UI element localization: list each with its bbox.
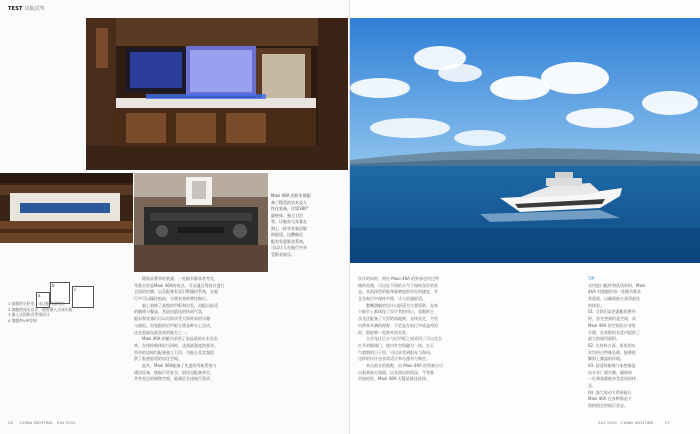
text-line: 行中可以操控航向，方便有效的掌控航行。 [134, 296, 210, 302]
text-line: 01. 当我们谈论游艇的奢华 [588, 309, 636, 315]
text-line: 革，在保持船体轻巧同时，达到高强度的要求。 [134, 342, 218, 348]
text-line: Maxi 46A 的空间设计非常 [588, 322, 636, 328]
text-line: 驾驶台更是Maxi 46A的亮点。可以通过驾驶台进行 [134, 282, 225, 288]
caption-line: 可以让人在航行中享 [271, 245, 307, 250]
text-line: Maxi 46A 在各种海况下 [588, 396, 632, 402]
text-line: 个细节上都体现了设计者的用心。宽敞的主 [358, 309, 434, 315]
issue-date: JULY 2010 [56, 420, 76, 425]
caption-line: 配有先进影音系统， [271, 238, 307, 244]
legend-item: 4 客舱的VIP房间 [8, 317, 37, 323]
article-body-left [134, 276, 346, 383]
text-line: 的躺椅与餐桌，营造出最佳的休闲气氛， [134, 309, 206, 315]
text-line: 合理，在有限的长度内提供了 [588, 329, 640, 335]
legend-item: 1 前舱的主卧室，床边配有储物柜 [8, 301, 65, 306]
yacht-photo [350, 18, 700, 263]
page-number: 26 [8, 420, 13, 425]
text-line: 时，都能够一览窗外的美景。 [358, 329, 410, 335]
text-line: 殊的处理，可以在不同的天气下保持良好的状 [358, 282, 438, 288]
magazine-name: CHINA YACHTING [620, 420, 654, 425]
caption-line: 海上一样享有家居般 [271, 225, 307, 231]
text-line: 态。其流线型的船身能够提供更好的速度，并 [358, 289, 438, 295]
text-line: 这样的设计也非常适合举办派对与聚会。 [358, 356, 430, 362]
text-line: 此外，Maxi 46A配备了先进的导航系统与 [142, 362, 217, 368]
text-line: 03. 舒适的座椅与床垫都是 [588, 362, 636, 368]
legend-item: 2 客舱的床头设计，使用嵌入式床头板 [8, 306, 73, 312]
cabin-photo [0, 173, 133, 243]
text-line: 一位乘客都能享受优质的休 [588, 376, 636, 382]
caption-line: 旋转床、独立卫浴 [271, 212, 303, 218]
photo-caption [271, 193, 347, 258]
right-page [350, 0, 700, 434]
text-line: 御海上潮湿的环境。 [588, 356, 624, 362]
caption-line: 等，让船东与宾客在 [271, 219, 307, 224]
text-line: 整艘游艇的设计以舒适为主要原则，在每 [366, 302, 438, 308]
tips-sidebar [588, 276, 696, 410]
plan-label: b [52, 283, 55, 288]
text-line: 采用进口配件和优质材料，Maxi [588, 282, 646, 288]
right-footer [598, 420, 670, 425]
text-line: 这也是船东最喜欢的地方之一。 [134, 329, 190, 335]
text-line: 船上装修了高级的甲板和沙发，再配以舒适 [142, 302, 218, 308]
caption-line: 性化装备，比如180° [271, 206, 309, 211]
subsection-name: 试航试驾 [24, 6, 45, 12]
text-line: 来自前方的视野，由 Maxi 46A 的驾驶台可 [366, 362, 444, 368]
text-line: 内带来开阔的视野，不论是在航行中或是停泊 [358, 322, 438, 328]
caption-line: Maxi 46A 的卧室都配 [271, 193, 311, 198]
text-line: 息。 [588, 383, 596, 388]
page-number: 27 [664, 420, 670, 425]
text-line: 所有的房间均配备独立卫浴，为船主及宾客提 [134, 349, 214, 355]
caption-line: 的舒适。这艘船还 [271, 232, 303, 237]
text-line: 沙龙区配备了大型的落地窗，光线充足，为室 [358, 316, 438, 322]
photo-legend [8, 301, 128, 323]
text-line: 以看到前方海面，以及周边的情况，令驾驶 [358, 369, 434, 375]
section-name: TEST [8, 6, 23, 12]
text-line: 时，首先想到的是空间，而 [588, 316, 636, 322]
text-line: 并有充足的储物空间，能满足长途航行需求。 [134, 376, 214, 382]
magazine-name: CHINA YACHTING [20, 420, 53, 425]
left-footer [8, 420, 76, 425]
caption-line: 受影音娱乐。 [271, 251, 295, 257]
issue-date: JULY 2010 [598, 420, 617, 425]
text-line: 设计的同时，两台 Maxi 46A 的外部也经过特 [358, 276, 440, 281]
legend-item: 3 嵌入式的影音系统设计 [8, 312, 50, 317]
article-body-right [358, 276, 580, 383]
text-line: 与放松。而宽敞的后甲板方便各种水上活动， [134, 322, 214, 328]
section-header [8, 5, 45, 12]
text-line: 常重视，以确保船主获得最佳 [588, 296, 640, 302]
text-line: 气晴朗的日子里，可以享受到阳光与海风， [358, 349, 434, 355]
text-line: 打开的玻璃门，使内外空间融为一体，在天 [358, 342, 434, 348]
text-line: 全面的控制，以及配备有双引擎操控系统，在船 [134, 289, 218, 295]
text-line: 供了私密舒适的居住空间。 [134, 356, 182, 362]
text-line: Maxi 46A 的舱内采用了高品质的实木及皮 [142, 336, 218, 342]
text-line: TIP: [588, 276, 596, 281]
text-line: 由专业厂商定制，确保每 [588, 369, 632, 375]
text-line: 保持稳定的航行状态。 [588, 403, 628, 409]
text-line: 精致而奢华的装潢，一处细节都非常考究， [142, 276, 218, 281]
text-line: 更加轻松，Maxi 46A 无疑是最佳选择。 [358, 376, 430, 382]
av-system-photo [134, 173, 268, 272]
plan-label: c [74, 287, 77, 292]
text-line: 且在航行中保持平稳，让人倍感舒适。 [358, 296, 426, 302]
text-line: 04. 强大的动力系统能让 [588, 389, 632, 395]
text-line: 通讯设备，使航行更安全。厨房也配备齐全， [134, 369, 214, 375]
text-line: 02. 在材料方面，所用的实 [588, 342, 636, 348]
text-line: 船东和宾客们可以尽情享受大海带来的乐趣 [134, 316, 210, 322]
galley-photo [86, 18, 348, 170]
text-line: 46A 对游艇的每一处细节都非 [588, 289, 642, 295]
text-line: 最大的使用面积。 [588, 336, 620, 342]
text-line: 的体验。 [588, 302, 604, 308]
caption-line: 备了精美的实木及人 [271, 199, 307, 205]
text-line: 木均经过特殊处理，能够抵 [588, 349, 636, 355]
text-line: 主沙龙区后方与后甲板之间采用了可以完全 [366, 336, 442, 342]
plan-label: a [38, 293, 41, 298]
